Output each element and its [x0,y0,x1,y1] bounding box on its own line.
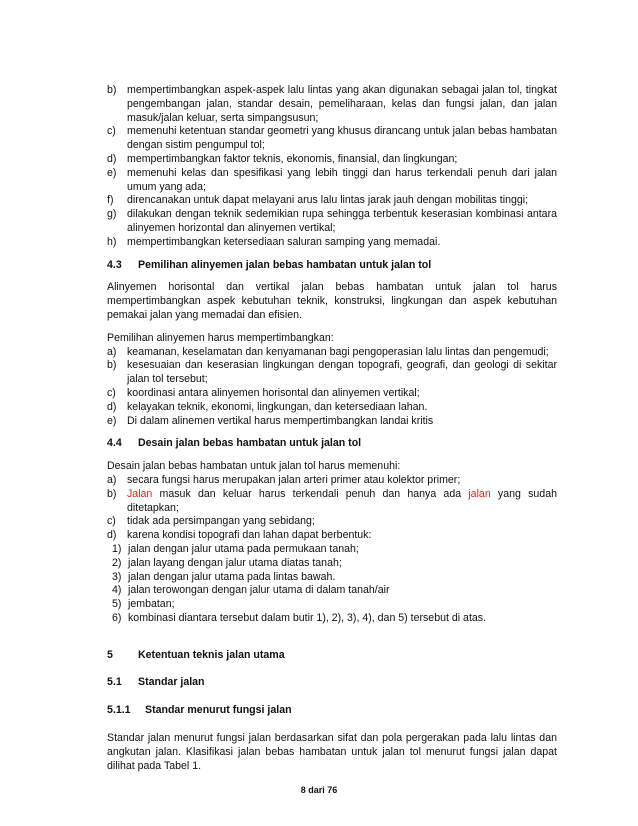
paragraph: Standar jalan menurut fungsi jalan berdasarkan sifat dan pola pergerakan pada lalu lintas dan angkutan jalan. Klasifikasi jalan bebas hambatan untuk jalan tol menurut fungsi jalan dapat dilihat pada Tabel 1. [107,732,557,772]
list-item: d) kelayakan teknik, ekonomi, lingkungan, dan ketersediaan lahan. [107,400,428,413]
sub-list-item: 5) jembatan; [112,598,175,611]
list-item: c) tidak ada persimpangan yang sebidang; [107,515,315,528]
list-item: d) karena kondisi topografi dan lahan dapat berbentuk: [107,529,372,542]
section-heading-5-1-1: 5.1.1 Standar menurut fungsi jalan [107,704,292,717]
section-heading-5: 5 Ketentuan teknis jalan utama [107,648,285,661]
sub-list-item: 4) jalan terowongan dengan jalur utama di dalam tanah/air [112,584,390,597]
paragraph-intro: Desain jalan bebas hambatan untuk jalan tol harus memenuhi: [107,460,401,473]
list-item: h) mempertimbangkan ketersediaan saluran samping yang memadai. [107,235,441,248]
requirements-list [107,84,557,250]
list-item: b) kesesuaian dan keserasian lingkungan dengan topografi, geografi, dan geologi di sekitar jalan tol tersebut; [107,359,557,386]
list-item: g) dilakukan dengan teknik sedemikian rupa sehingga terbentuk keserasian kombinasi antara alinyemen horizontal dan alinyemen vertikal; [107,208,557,234]
list-item: c) koordinasi antara alinyemen horisontal dan alinyemen vertikal; [107,386,420,399]
section-heading-4-4: 4.4 Desain jalan bebas hambatan untuk jalan tol [107,437,362,450]
section-heading-4-3: 4.3 Pemilihan alinyemen jalan bebas hambatan untuk jalan tol [107,258,432,271]
sub-list-item: 3) jalan dengan jalur utama pada lintas bawah. [112,570,336,583]
list-item: a) secara fungsi harus merupakan jalan arteri primer atau kolektor primer; [107,473,461,486]
list-item: b) Jalan masuk dan keluar harus terkendali penuh dan hanya ada jalan yang sudah ditetapkan; [107,487,557,514]
sub-list-item: 2) jalan layang dengan jalur utama diatas tanah; [112,556,342,569]
list-item: e) memenuhi kelas dan spesifikasi yang lebih tinggi dan harus terkendali penuh dari jalan umum yang ada; [107,166,557,193]
paragraph-intro: Pemilihan alinyemen harus mempertimbangkan: [107,331,334,344]
page-number: 8 dari 76 [300,785,338,795]
sub-list-item: 6) kombinasi diantara tersebut dalam butir 1), 2), 3), 4), dan 5) tersebut di atas. [112,611,487,624]
list-item: c) memenuhi ketentuan standar geometri yang khusus dirancang untuk jalan bebas hambatan dengan sistim pengumpul tol; [107,125,557,152]
highlighted-word: jalan [468,487,491,500]
list-item: d) mempertimbangkan faktor teknis, ekonomis, finansial, dan lingkungan; [107,152,458,165]
highlighted-word: Jalan [127,487,153,500]
paragraph: Alinyemen horisontal dan vertikal jalan bebas hambatan untuk jalan tol harus mempertimbangkan aspek kebutuhan teknik, konstruksi, lingkungan dan aspek kebutuhan pemakai jalan yang memadai dan efisien. [107,281,557,321]
section-heading-5-1: 5.1 Standar jalan [107,676,205,689]
list-item: b) mempertimbangkan aspek-aspek lalu lintas yang akan digunakan sebagai jalan tol, tingkat pengembangan jalan, standar desain, pemeliharaan, kelas dan fungsi jalan, dan jalan masuk/jalan keluar, serta simpangsusun; [107,84,557,124]
list-item: e) Di dalam alinemen vertikal harus mempertimbangkan landai kritis [107,414,434,427]
sub-list-item: 1) jalan dengan jalur utama pada permukaan tanah; [112,542,359,555]
list-item: f) direncanakan untuk dapat melayani arus lalu lintas jarak jauh dengan mobilitas tinggi; [107,194,529,207]
document-page [107,84,557,773]
list-item: a) keamanan, keselamatan dan kenyamanan bagi pengoperasian lalu lintas dan pengemudi; [107,345,549,358]
